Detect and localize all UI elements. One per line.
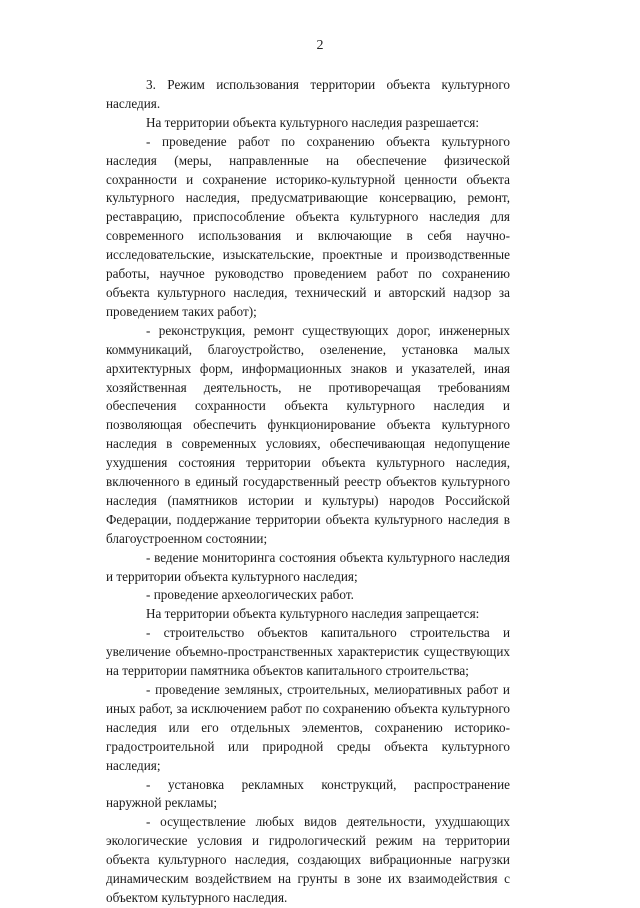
allowed-item: - проведение археологических работ. [146, 587, 354, 603]
prohibited-item: - строительство объектов капитального строительства и увеличение объемно-пространственных характеристик существующих на территории памятника объектов капитального строительства; [106, 625, 510, 679]
prohibited-item: - проведение земляных, строительных, мелиоративных работ и иных работ, за исключением работ по сохранению объекта культурного наследия или его отдельных элементов, сохранению историко-градостроительной или природной среды объекта культурного наследия; [106, 682, 510, 773]
page-number: 2 [316, 38, 324, 53]
allowed-item: - ведение мониторинга состояния объекта культурного наследия и территории объекта культурного наследия; [106, 549, 510, 584]
prohibited-intro: На территории объекта культурного наследия запрещается: [146, 606, 480, 622]
prohibited-item: - установка рекламных конструкций, распространение наружной рекламы; [106, 776, 510, 811]
section-heading: 3. Режим использования территории объекта культурного наследия. [106, 77, 510, 111]
allowed-item: - проведение работ по сохранению объекта культурного наследия (меры, направленные на обеспечение физической сохранности и сохранение историко-культурной ценности объекта культурного наследия, предусматривающие консервацию, ремонт, реставрацию, приспособление объекта культурного наследия для современного использования и включающие в себя научно-исследовательские, изыскательские, проектные и производственные работы, научное руководство проведением работ по сохранению объекта культурного наследия, технический и авторский надзор за проведением таких работ); [106, 133, 510, 319]
allowed-intro: На территории объекта культурного наследия разрешается: [146, 114, 480, 130]
prohibited-item: - осуществление любых видов деятельности, ухудшающих экологические условия и гидрологический режим на территории объекта культурного наследия, создающих вибрационные нагрузки динамическим воздействием на грунты в зоне их взаимодействия с объектом культурного наследия. [106, 814, 510, 905]
allowed-item: - реконструкция, ремонт существующих дорог, инженерных коммуникаций, благоустройство, озеленение, установка малых архитектурных форм, информационных знаков и указателей, иная хозяйственная деятельность, не противоречащая требованиям обеспечения сохранности объекта культурного наследия и позволяющая обеспечить функционирование объекта культурного наследия в современных условиях, обеспечивающая недопущение ухудшения состояния территории объекта культурного наследия, включенного в единый государственный реестр объектов культурного наследия (памятников истории и культуры) народов Российской Федерации, поддержание территории объекта культурного наследия в благоустроенном состоянии; [106, 322, 510, 546]
document-body [106, 76, 510, 908]
